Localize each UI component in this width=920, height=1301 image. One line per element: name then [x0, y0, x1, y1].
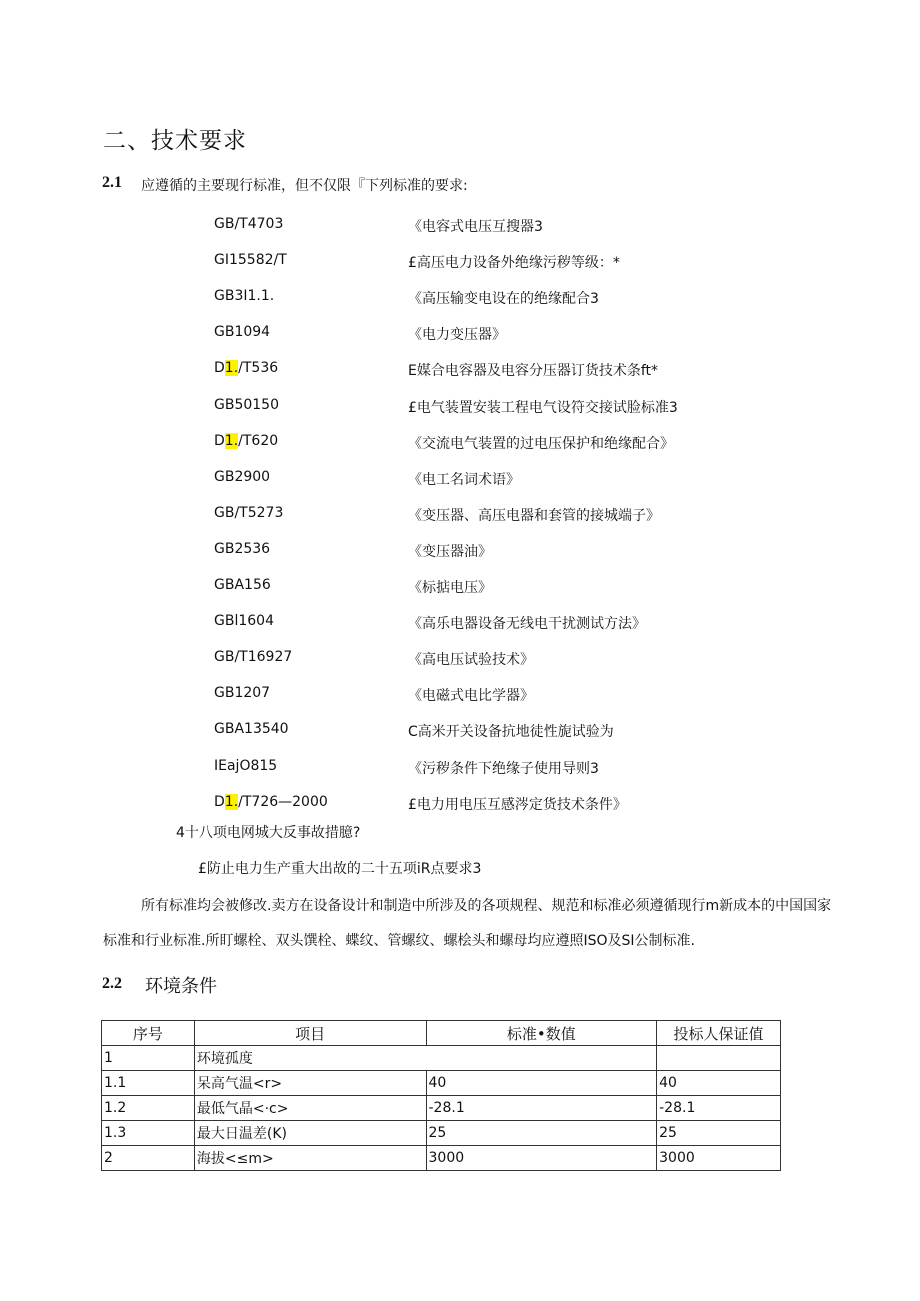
page-title: 二、技术要求	[103, 128, 247, 154]
standard-row	[0, 721, 920, 743]
standard-row	[0, 360, 920, 382]
table-row	[102, 1071, 781, 1096]
standard-row	[0, 505, 920, 527]
header-serial-number: 序号	[102, 1021, 195, 1046]
table-body	[102, 1046, 781, 1171]
standard-title: 《交流电气装置的过电压保护和绝缘配合》	[408, 435, 674, 452]
standard-code-prefix: GB1094	[214, 324, 271, 341]
cell-serial-number: 2	[102, 1146, 195, 1171]
standard-code	[214, 613, 274, 629]
standard-row	[0, 216, 920, 238]
standard-code-prefix: GB/T4703	[214, 216, 284, 232]
standard-code-prefix: GI15582/T	[214, 252, 287, 269]
table-header-row	[102, 1021, 781, 1046]
standard-title: 《电工名词术语》	[408, 471, 520, 488]
standard-title: 《污秽条件下绝缘子使用导则3	[408, 760, 599, 777]
standard-title: 《高电压试验技术》	[408, 652, 534, 669]
standard-code	[214, 505, 283, 521]
standard-title: 《电容式电压互搜器3	[408, 219, 543, 235]
table-row	[102, 1096, 781, 1121]
standard-code-prefix: D	[214, 432, 225, 449]
standard-row	[0, 577, 920, 599]
highlighted-text: 1.	[224, 360, 239, 377]
standard-row	[0, 252, 920, 274]
cell-standard-value: 40	[426, 1071, 657, 1096]
header-item: 项目	[194, 1021, 426, 1046]
standard-code-prefix: GBA13540	[214, 721, 289, 738]
cell-serial-number: 1.3	[102, 1121, 195, 1146]
section-number-2-1: 2.1	[102, 174, 122, 191]
standard-title: E媒合电容器及电容分压器订货技术条ft*	[408, 363, 659, 380]
cell-bidder-guarantee: 40	[657, 1071, 781, 1096]
standard-code-prefix: GBA156	[214, 577, 271, 593]
standard-code	[214, 541, 270, 557]
cell-item: 呆高气温<r>	[194, 1071, 426, 1096]
standard-code	[214, 324, 270, 340]
standard-code-prefix: GB/T16927	[214, 649, 293, 666]
standard-code-suffix: /T536	[238, 360, 279, 377]
standard-title: 《电力变压器》	[408, 327, 506, 344]
standard-row	[0, 324, 920, 346]
cell-item: 最大日温差(K)	[194, 1121, 426, 1146]
cell-bidder-guarantee: 25	[657, 1121, 781, 1146]
standard-row	[0, 758, 920, 780]
standard-code-prefix: IEajO815	[214, 757, 278, 774]
cell-item: 最低气晶<·c>	[194, 1096, 426, 1121]
standard-row	[0, 649, 920, 671]
cell-item: 环境孤度	[194, 1046, 656, 1071]
standard-code	[214, 252, 287, 268]
section-2-2-title: 环境条件	[145, 976, 217, 997]
cell-bidder-guarantee: -28.1	[657, 1096, 781, 1121]
standard-code	[214, 794, 328, 810]
paragraph-line-2: 标准和行业标准.所盯螺栓、双头馔栓、蝶纹、管螺纹、螺桧头和螺母均应遵照ISO及SI公制标准.	[103, 933, 695, 949]
standard-code	[214, 649, 292, 665]
standard-title: £电气装置安装工程电气设符交接试脸标准3	[408, 399, 678, 416]
standard-code	[214, 397, 279, 413]
cell-serial-number: 1	[102, 1046, 195, 1071]
table-row	[102, 1121, 781, 1146]
standard-code	[214, 433, 278, 449]
highlighted-text: 1.	[224, 793, 239, 810]
standard-code-prefix: GB50150	[214, 396, 279, 413]
header-standard-value: 标准•数值	[426, 1021, 657, 1046]
section-number-2-2: 2.2	[102, 975, 122, 992]
standard-code-prefix: GB3I1.1.	[214, 288, 275, 305]
environment-conditions-table	[101, 1020, 781, 1171]
cell-serial-number: 1.1	[102, 1071, 195, 1096]
standard-row	[0, 469, 920, 491]
standard-code	[214, 216, 283, 232]
cell-serial-number: 1.2	[102, 1096, 195, 1121]
standard-code	[214, 758, 277, 774]
standard-row	[0, 613, 920, 635]
standard-row	[0, 685, 920, 707]
standard-title: 《变压器油》	[408, 543, 492, 560]
standard-code	[214, 360, 278, 376]
cell-item: 海拔<≤m>	[194, 1146, 426, 1171]
standard-row	[0, 433, 920, 455]
standard-row	[0, 397, 920, 419]
highlighted-text: 1.	[224, 432, 239, 449]
table-row	[102, 1046, 781, 1071]
standard-title: £电力用电压互感涔定货技术条件》	[408, 796, 627, 813]
header-bidder-guarantee: 投标人保证值	[657, 1021, 781, 1046]
standard-code-prefix: GB1207	[214, 685, 271, 702]
cell-standard-value: -28.1	[426, 1096, 657, 1121]
standard-title: 《高乐电器设备无线电干扰测试方法》	[408, 616, 646, 633]
standard-title: 《电磁式电比学器》	[408, 688, 534, 705]
standard-code-prefix: GB2536	[214, 540, 271, 557]
standard-code	[214, 288, 274, 304]
extra-requirement-2: £防止电力生产重大出故的二十五项iR点要求3	[198, 861, 482, 877]
standard-title: £高压电力设备外绝缘污秽等级：*	[408, 255, 620, 272]
standard-row	[0, 288, 920, 310]
cell-standard-value: 25	[426, 1121, 657, 1146]
standard-code-prefix: GB2900	[214, 468, 271, 485]
standard-code	[214, 685, 270, 701]
paragraph-line-1: 所有标准均会被修改.卖方在设备设计和制造中所涉及的各项规程、规范和标准必须遵循现行m新成本的中国国家	[141, 898, 832, 914]
standard-code	[214, 469, 270, 485]
cell-bidder-guarantee: 3000	[657, 1146, 781, 1171]
standard-code-suffix: /T726—2000	[238, 793, 328, 810]
standard-code	[214, 721, 289, 737]
standard-code-prefix: GBl1604	[214, 613, 274, 630]
section-2-1-intro: 应遵循的主要现行标准，但不仅限『下列标准的要求:	[141, 178, 468, 194]
cell-bidder-guarantee	[657, 1046, 781, 1071]
standard-code-prefix: GB/T5273	[214, 504, 284, 521]
table-row	[102, 1146, 781, 1171]
cell-standard-value: 3000	[426, 1146, 657, 1171]
extra-requirement-1: 4十八项电网城大反事故措臆?	[176, 825, 361, 841]
standard-code-suffix: /T620	[238, 432, 279, 449]
standard-title: 《变压器、高压电器和套管的接城端子》	[408, 507, 660, 524]
standard-title: 《高压输变电设在的绝缘配合3	[408, 291, 599, 308]
standard-code-prefix: D	[214, 793, 225, 810]
standard-row	[0, 794, 920, 816]
standard-title: C高米开关设备抗地徒性旎试验为	[408, 724, 614, 741]
standard-row	[0, 541, 920, 563]
standard-code-prefix: D	[214, 360, 225, 377]
standard-code	[214, 577, 271, 593]
standard-title: 《标掂电压》	[408, 580, 492, 596]
